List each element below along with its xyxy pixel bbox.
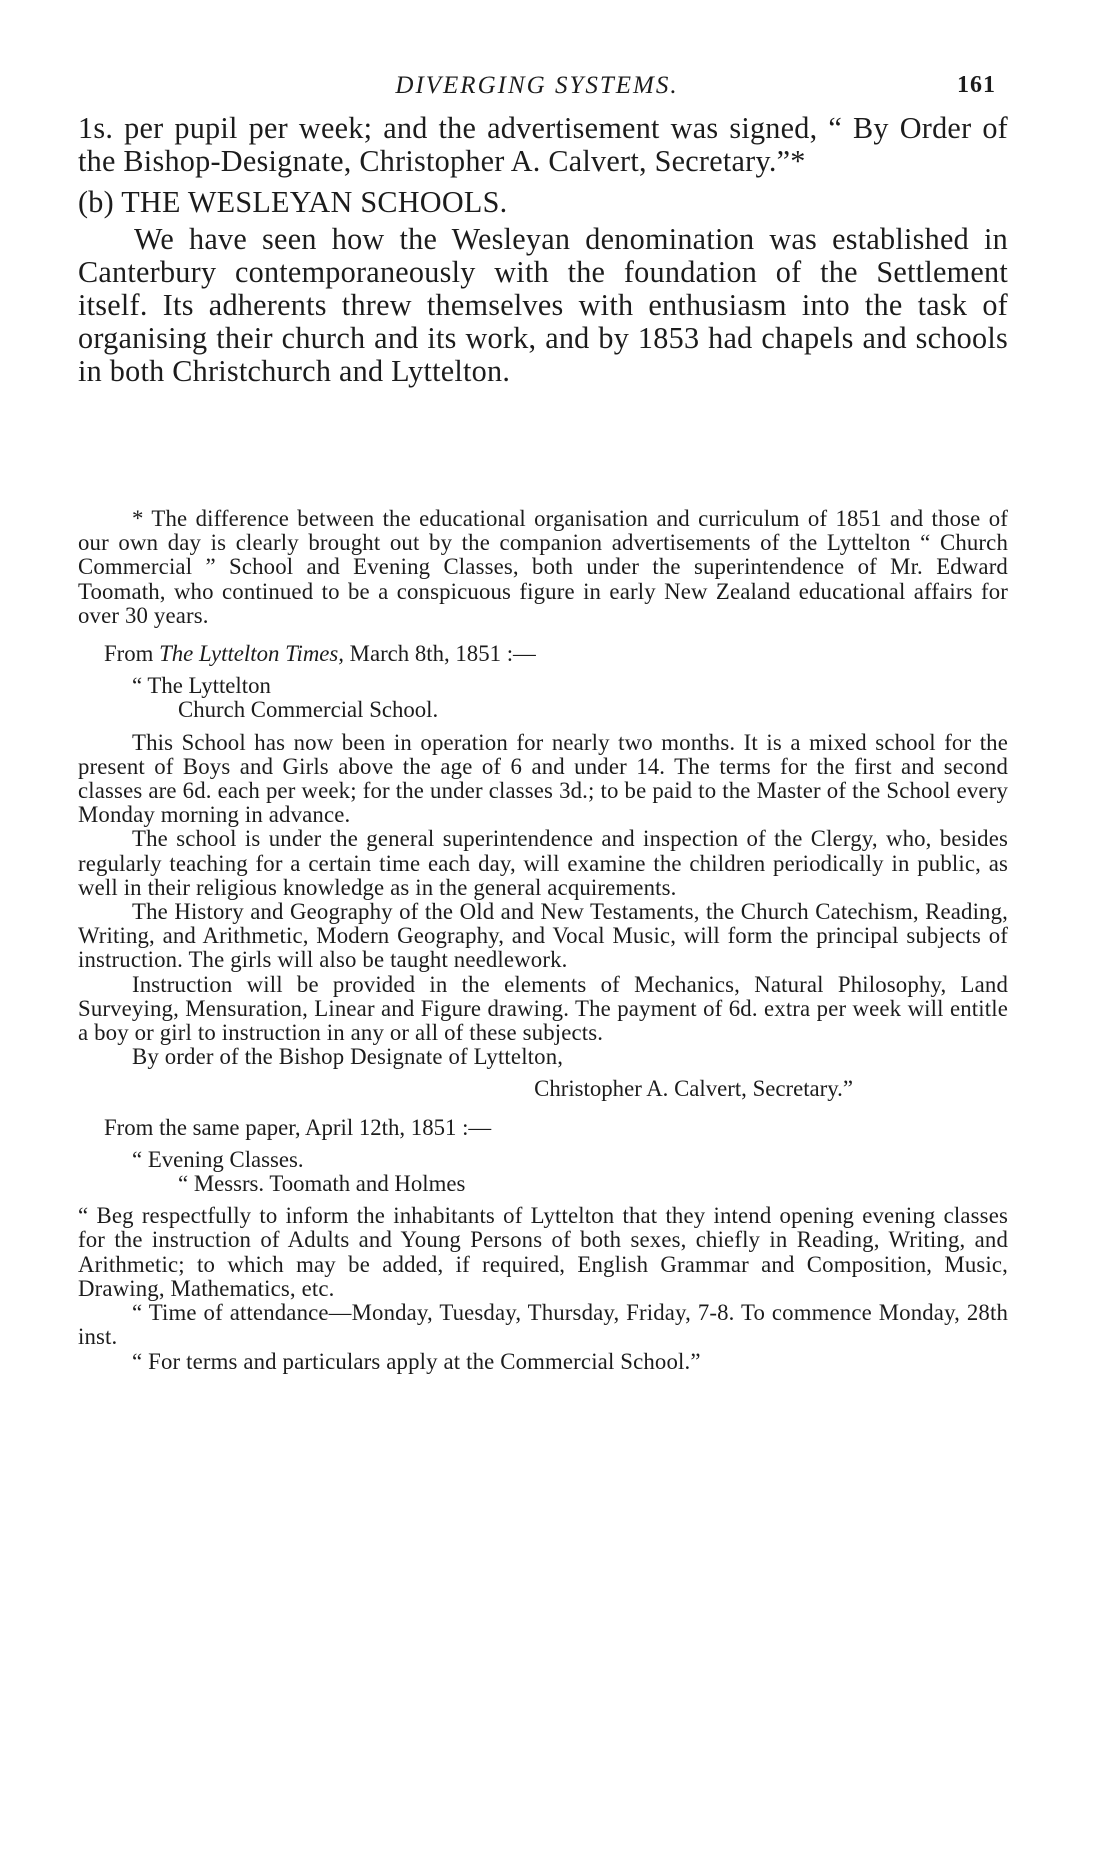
newspaper-name: The Lyttelton Times, <box>159 641 344 667</box>
ad-1-paragraph: The History and Geography of the Old and New Testaments, the Church Catechism, Reading, Writing, and Arithmetic, Modern Geography, and Vocal Music, will form the principal subjects of instruction. The girls will also be taught needlework. <box>78 899 1008 973</box>
ad-1-title-line-1: “ The Lyttelton <box>132 673 271 699</box>
ad-2-paragraph: “ Time of attendance—Monday, Tuesday, Thursday, Friday, 7-8. To commence Monday, 28th inst. <box>78 1300 1008 1350</box>
section-heading: (b) THE WESLEYAN SCHOOLS. <box>78 185 508 219</box>
source-date: March 8th, 1851 :— <box>343 641 536 667</box>
footnote: * The difference between the educational organisation and curriculum of 1851 and those of our own day is clearly brought out by the companion advertisements of the Lyttelton “ Church Commercial ” School and Evening Classes, both under the superintendence of Mr. Edward Toomath, who continued to be a conspicuous figure in early New Zealand educational affairs for over 30 years. <box>78 506 1008 628</box>
ad-2-paragraph: “ Beg respectfully to inform the inhabitants of Lyttelton that they intend opening evening classes for the instruction of Adults and Young Persons of both sexes, chiefly in Reading, Writing, and Arithmetic; to which may be added, if required, English Grammar and Composition, Music, Drawing, Mathematics, etc. <box>78 1203 1008 1301</box>
source-citation-1 <box>78 642 1008 666</box>
wesleyan-paragraph: We have seen how the Wesleyan denomination was established in Canterbury contemporaneously with the foundation of the Settlement itself. Its adherents threw themselves with enthusiasm into the task of organising their church and its work, and by 1853 had chapels and schools in both Christchurch and Lyttelton. <box>78 222 1008 388</box>
ad-1-paragraph: This School has now been in operation for nearly two months. It is a mixed school for the present of Boys and Girls above the age of 6 and under 14. The terms for the first and second classes are 6d. each per week; for the under classes 3d.; to be paid to the Master of the School every Monday morning in advance. <box>78 729 1008 828</box>
ad-1-title-line-2: Church Commercial School. <box>178 697 439 723</box>
continued-paragraph: 1s. per pupil per week; and the advertisement was signed, “ By Order of the Bishop-Designate, Christopher A. Calvert, Secretary.”* <box>78 111 1008 178</box>
ad-2-title-line-2: “ Messrs. Toomath and Holmes <box>178 1171 466 1197</box>
running-head-title: DIVERGING SYSTEMS. <box>395 72 679 99</box>
footnote-block <box>78 507 1008 1374</box>
ad-1-paragraph: Instruction will be provided in the elements of Mechanics, Natural Philosophy, Land Surveying, Mensuration, Linear and Figure drawing. The payment of 6d. extra per week will entitle a boy or girl to instruction in any or all of these subjects. <box>78 971 1008 1046</box>
ad-2-paragraph: “ For terms and particulars apply at the Commercial School.” <box>132 1348 701 1374</box>
running-head <box>78 72 996 106</box>
page-number: 161 <box>957 72 996 98</box>
source-prefix: From <box>104 641 160 667</box>
main-text-block <box>78 112 1008 388</box>
source-citation-2: From the same paper, April 12th, 1851 :— <box>104 1114 492 1140</box>
ad-2-title-line-1: “ Evening Classes. <box>132 1146 304 1172</box>
ad-1-paragraph: By order of the Bishop Designate of Lyttelton, <box>132 1044 564 1070</box>
ad-1-signature: Christopher A. Calvert, Secretary.” <box>534 1076 853 1102</box>
ad-1-paragraph: The school is under the general superintendence and inspection of the Clergy, who, besides regularly teaching for a certain time each day, will examine the children periodically in public, as well in their religious knowledge as in the general acquirements. <box>78 826 1008 900</box>
